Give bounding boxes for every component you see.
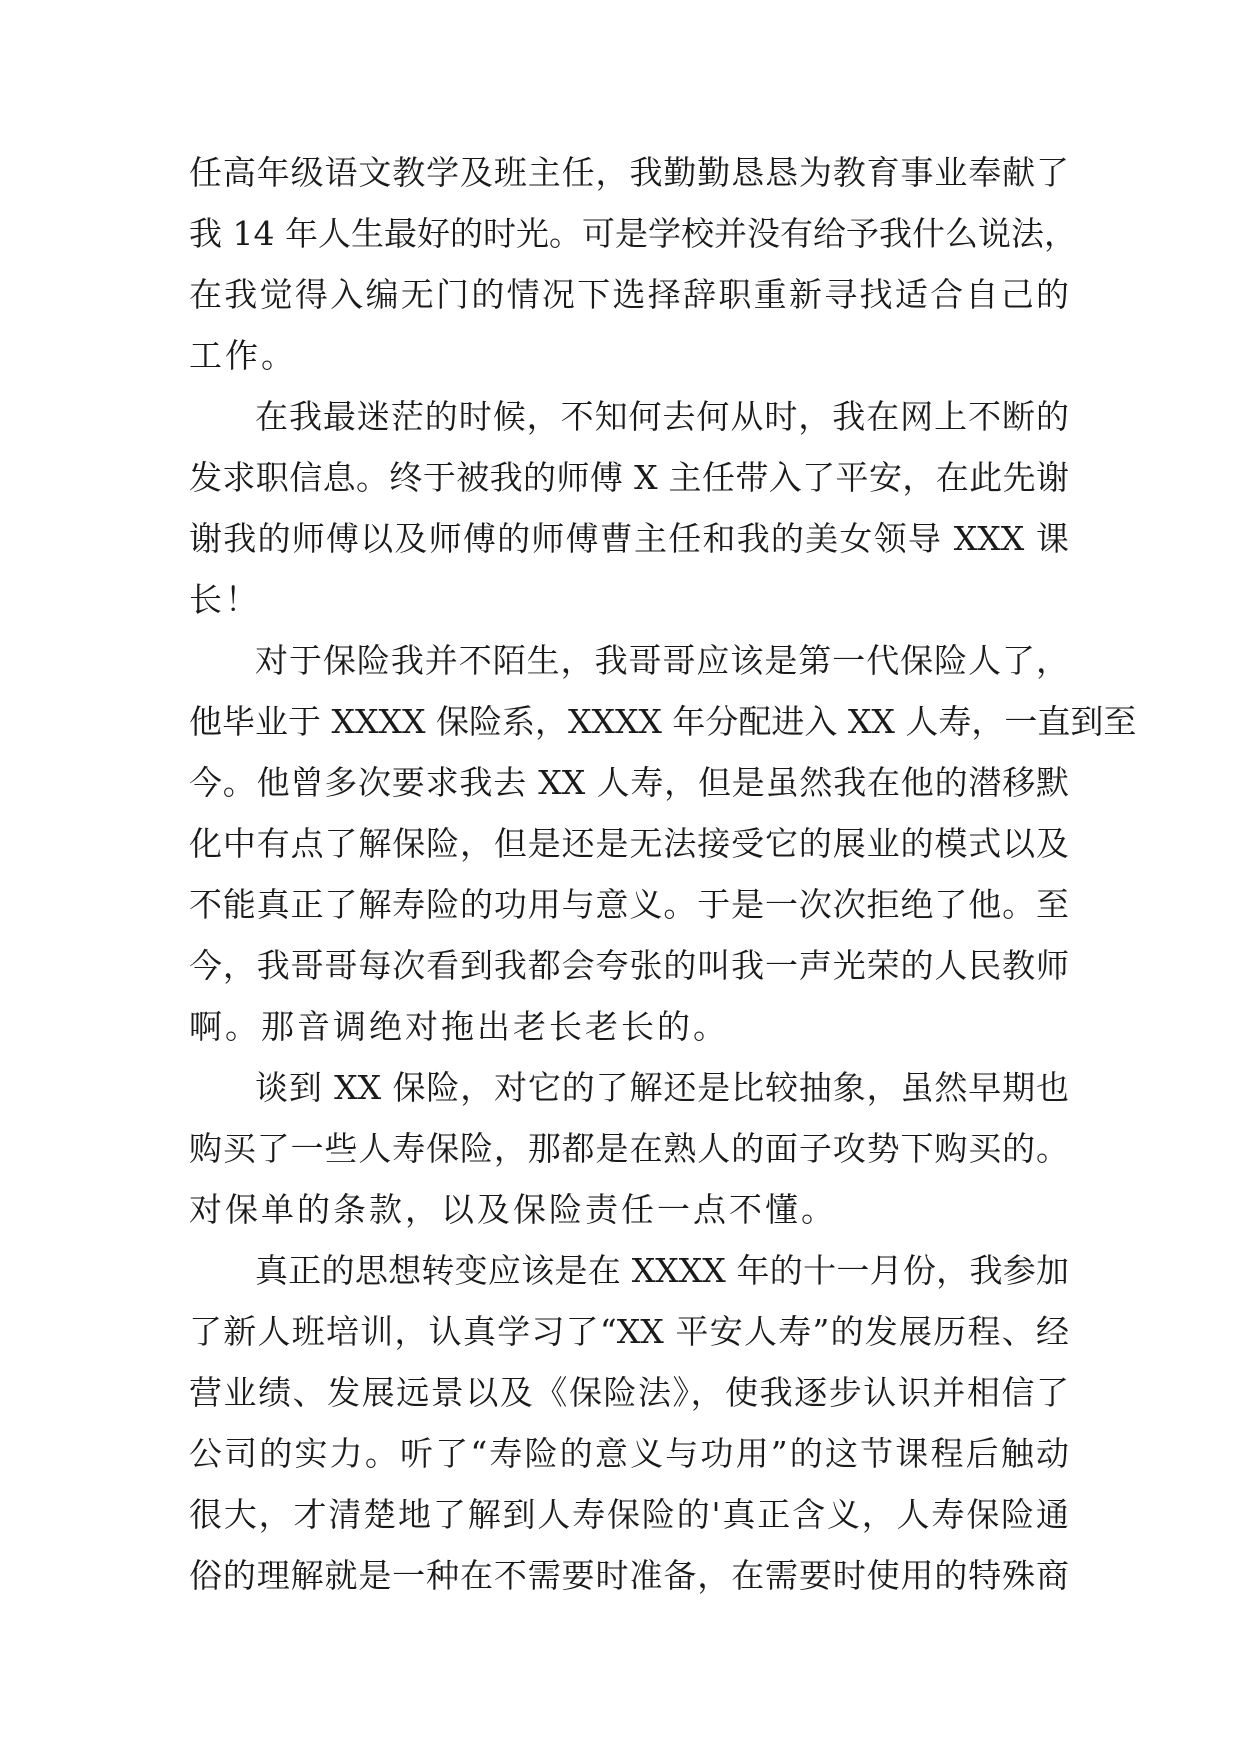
- text-line: 我 14 年人生最好的时光。可是学校并没有给予我什么说法，: [189, 214, 1077, 253]
- text-line: 购买了一些人寿保险，那都是在熟人的面子攻势下购买的。: [189, 1129, 1069, 1168]
- text-line: 发求职信息。终于被我的师傅 X 主任带入了平安，在此先谢: [189, 458, 1069, 497]
- text-line: 公司的实力。听了“寿险的意义与功用”的这节课程后触动: [189, 1434, 1069, 1473]
- text-line: 工作。: [189, 336, 297, 375]
- text-line: 啊。那音调绝对拖出老长老长的。: [189, 1007, 729, 1046]
- text-line: 任高年级语文教学及班主任，我勤勤恳恳为教育事业奉献了: [189, 153, 1069, 192]
- text-line: 在我觉得入编无门的情况下选择辞职重新寻找适合自己的: [189, 275, 1069, 314]
- text-line: 营业绩、发展远景以及《保险法》，使我逐步认识并相信了: [189, 1373, 1069, 1412]
- text-line: 真正的思想转变应该是在 XXXX 年的十一月份，我参加: [255, 1251, 1069, 1290]
- text-line: 今，我哥哥每次看到我都会夸张的叫我一声光荣的人民教师: [189, 946, 1069, 985]
- text-line: 对保单的条款，以及保险责任一点不懂。: [189, 1190, 837, 1229]
- text-line: 俗的理解就是一种在不需要时准备，在需要时使用的特殊商: [189, 1556, 1069, 1595]
- text-line: 很大，才清楚地了解到人寿保险的'真正含义，人寿保险通: [189, 1495, 1069, 1534]
- body-text: [189, 142, 1137, 1606]
- text-line: 化中有点了解保险，但是还是无法接受它的展业的模式以及: [189, 824, 1069, 863]
- text-line: 不能真正了解寿险的功用与意义。于是一次次拒绝了他。至: [189, 885, 1069, 924]
- text-line: 他毕业于 XXXX 保险系，XXXX 年分配进入 XX 人寿，一直到至: [189, 702, 1137, 741]
- text-line: 在我最迷茫的时候，不知何去何从时，我在网上不断的: [255, 397, 1069, 436]
- text-line: 今。他曾多次要求我去 XX 人寿，但是虽然我在他的潜移默: [189, 763, 1069, 802]
- text-line: 对于保险我并不陌生，我哥哥应该是第一代保险人了，: [255, 641, 1069, 680]
- text-line: 谢我的师傅以及师傅的师傅曹主任和我的美女领导 XXX 课: [189, 519, 1069, 558]
- text-line: 谈到 XX 保险，对它的了解还是比较抽象，虽然早期也: [255, 1068, 1069, 1107]
- text-line: 了新人班培训，认真学习了“XX 平安人寿”的发展历程、经: [189, 1312, 1069, 1351]
- text-line: 长！: [189, 580, 261, 619]
